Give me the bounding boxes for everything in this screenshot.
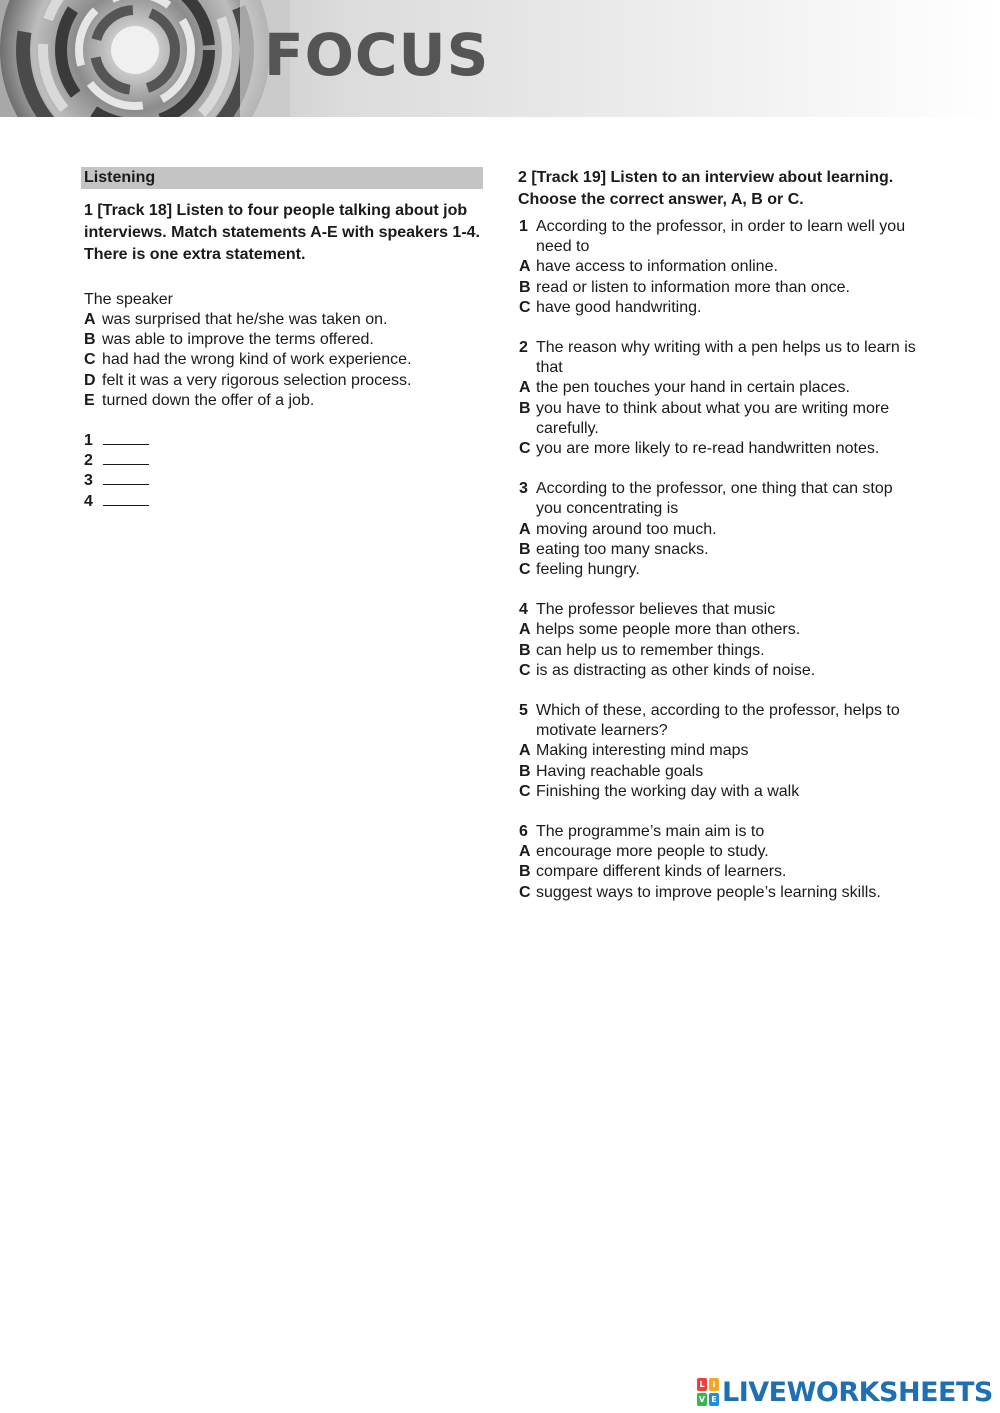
question-number: 6 (519, 823, 528, 841)
option-text: suggest ways to improve people’s learning skills. (536, 883, 881, 901)
question-number: 5 (519, 702, 528, 720)
option-letter: A (519, 520, 531, 538)
option-text: have access to information online. (536, 258, 778, 276)
answer-row-4 (81, 492, 483, 512)
question-text: The programme’s main aim is to (536, 823, 765, 841)
option-text: you have to think about what you are writing more carefully. (536, 399, 890, 437)
option-c[interactable] (517, 883, 917, 903)
answer-blank-2[interactable] (103, 451, 149, 465)
option-b[interactable] (517, 540, 917, 560)
option-letter: C (519, 561, 531, 579)
option-text: feeling hungry. (536, 561, 640, 579)
liveworksheets-wordmark: LIVEWORKSHEETS (722, 1376, 993, 1408)
question-stem (517, 600, 917, 620)
statement-c (81, 350, 483, 370)
option-letter: B (519, 762, 531, 780)
option-a[interactable] (517, 620, 917, 640)
question-text: Which of these, according to the professor, helps to motivate learners? (536, 702, 900, 740)
option-a[interactable] (517, 378, 917, 398)
option-c[interactable] (517, 782, 917, 802)
statement-b (81, 330, 483, 350)
question-number: 3 (519, 480, 528, 498)
statement-letter: D (84, 371, 96, 389)
option-letter: C (519, 440, 531, 458)
question-stem (517, 701, 917, 741)
header-banner (0, 0, 1000, 117)
option-text: you are more likely to re-read handwritten notes. (536, 440, 880, 458)
statement-text: was able to improve the terms offered. (102, 331, 374, 349)
liveworksheets-logo[interactable] (697, 1378, 993, 1406)
option-text: compare different kinds of learners. (536, 863, 787, 881)
option-letter: A (519, 843, 531, 861)
question-text: According to the professor, one thing that can stop you concentrating is (536, 480, 893, 518)
question-text: The professor believes that music (536, 601, 776, 619)
question-stem (517, 338, 917, 378)
option-text: eating too many snacks. (536, 540, 709, 558)
statement-a (81, 310, 483, 330)
statement-e (81, 391, 483, 411)
statements-intro: The speaker (84, 291, 173, 308)
question-2 (517, 338, 917, 459)
option-letter: C (519, 782, 531, 800)
option-b[interactable] (517, 862, 917, 882)
option-text: the pen touches your hand in certain places. (536, 379, 850, 397)
question-stem (517, 479, 917, 519)
option-b[interactable] (517, 278, 917, 298)
option-text: Finishing the working day with a walk (536, 782, 800, 800)
question-number: 4 (519, 601, 528, 619)
option-a[interactable] (517, 741, 917, 761)
option-letter: C (519, 298, 531, 316)
option-text: read or listen to information more than once. (536, 278, 850, 296)
question-text: According to the professor, in order to learn well you need to (536, 218, 906, 256)
speaker-number: 3 (84, 472, 93, 490)
question-text: The reason why writing with a pen helps us to learn is that (536, 339, 916, 377)
option-text: helps some people more than others. (536, 621, 801, 639)
option-letter: B (519, 399, 531, 417)
option-letter: B (519, 540, 531, 558)
answer-row-3 (81, 471, 483, 491)
question-4 (517, 600, 917, 681)
option-letter: A (519, 742, 531, 760)
section-heading: Listening (81, 167, 483, 189)
question-stem (517, 217, 917, 257)
answer-blank-1[interactable] (103, 431, 149, 445)
option-letter: B (519, 641, 531, 659)
statement-letter: A (84, 311, 96, 328)
option-text: Making interesting mind maps (536, 742, 749, 760)
speaker-number: 2 (84, 452, 93, 470)
option-text: moving around too much. (536, 520, 717, 538)
option-a[interactable] (517, 520, 917, 540)
exercise-2-column (517, 167, 917, 903)
statement-letter: B (84, 331, 96, 349)
option-b[interactable] (517, 399, 917, 439)
mark-tile-i: I (709, 1378, 719, 1391)
statement-text: felt it was a very rigorous selection process. (102, 371, 412, 389)
option-letter: B (519, 278, 531, 296)
speaker-number: 1 (84, 432, 93, 450)
answer-blank-3[interactable] (103, 471, 149, 485)
option-b[interactable] (517, 641, 917, 661)
answer-list (81, 431, 483, 512)
answer-row-1 (81, 431, 483, 451)
option-c[interactable] (517, 298, 917, 318)
option-letter: C (519, 883, 531, 901)
option-letter: A (519, 258, 531, 276)
exercise-2-instructions: 2 [Track 19] Listen to an interview about learning. Choose the correct answer, A, B or C. (518, 169, 894, 208)
option-text: can help us to remember things. (536, 641, 765, 659)
question-6 (517, 822, 917, 903)
question-3 (517, 479, 917, 580)
question-stem (517, 822, 917, 842)
statement-letter: E (84, 391, 95, 409)
statement-text: was surprised that he/she was taken on. (102, 311, 388, 328)
mark-tile-v: V (698, 1395, 706, 1404)
exercise-1-instructions: 1 [Track 18] Listen to four people talking about job interviews. Match statements A-E with speakers 1-4. There is one extra statement. (84, 202, 480, 263)
option-a[interactable] (517, 257, 917, 277)
option-b[interactable] (517, 762, 917, 782)
answer-blank-4[interactable] (103, 492, 149, 506)
option-text: is as distracting as other kinds of noise. (536, 661, 816, 679)
option-c[interactable] (517, 439, 917, 459)
lens-graphic-icon (0, 0, 290, 117)
option-letter: C (519, 661, 531, 679)
option-c[interactable] (517, 661, 917, 681)
speaker-number: 4 (84, 492, 93, 510)
option-a[interactable] (517, 842, 917, 862)
question-1 (517, 217, 917, 318)
option-text: encourage more people to study. (536, 843, 769, 861)
exercise-1-column (81, 167, 483, 512)
mark-tile-e: E (709, 1393, 719, 1406)
option-text: Having reachable goals (536, 762, 704, 780)
mark-tile-l: L (697, 1378, 707, 1391)
option-c[interactable] (517, 560, 917, 580)
statement-text: had had the wrong kind of work experience. (102, 351, 412, 369)
question-number: 2 (519, 339, 528, 357)
option-letter: A (519, 621, 531, 639)
statement-text: turned down the offer of a job. (102, 391, 315, 409)
statement-d (81, 371, 483, 391)
option-text: have good handwriting. (536, 298, 702, 316)
brand-title: FOCUS (264, 21, 490, 89)
statement-letter: C (84, 351, 96, 369)
question-5 (517, 701, 917, 802)
question-number: 1 (519, 218, 528, 235)
option-letter: A (519, 379, 531, 397)
option-letter: B (519, 863, 531, 881)
statements-list (81, 310, 483, 411)
liveworksheets-mark-icon (697, 1378, 719, 1406)
answer-row-2 (81, 451, 483, 471)
